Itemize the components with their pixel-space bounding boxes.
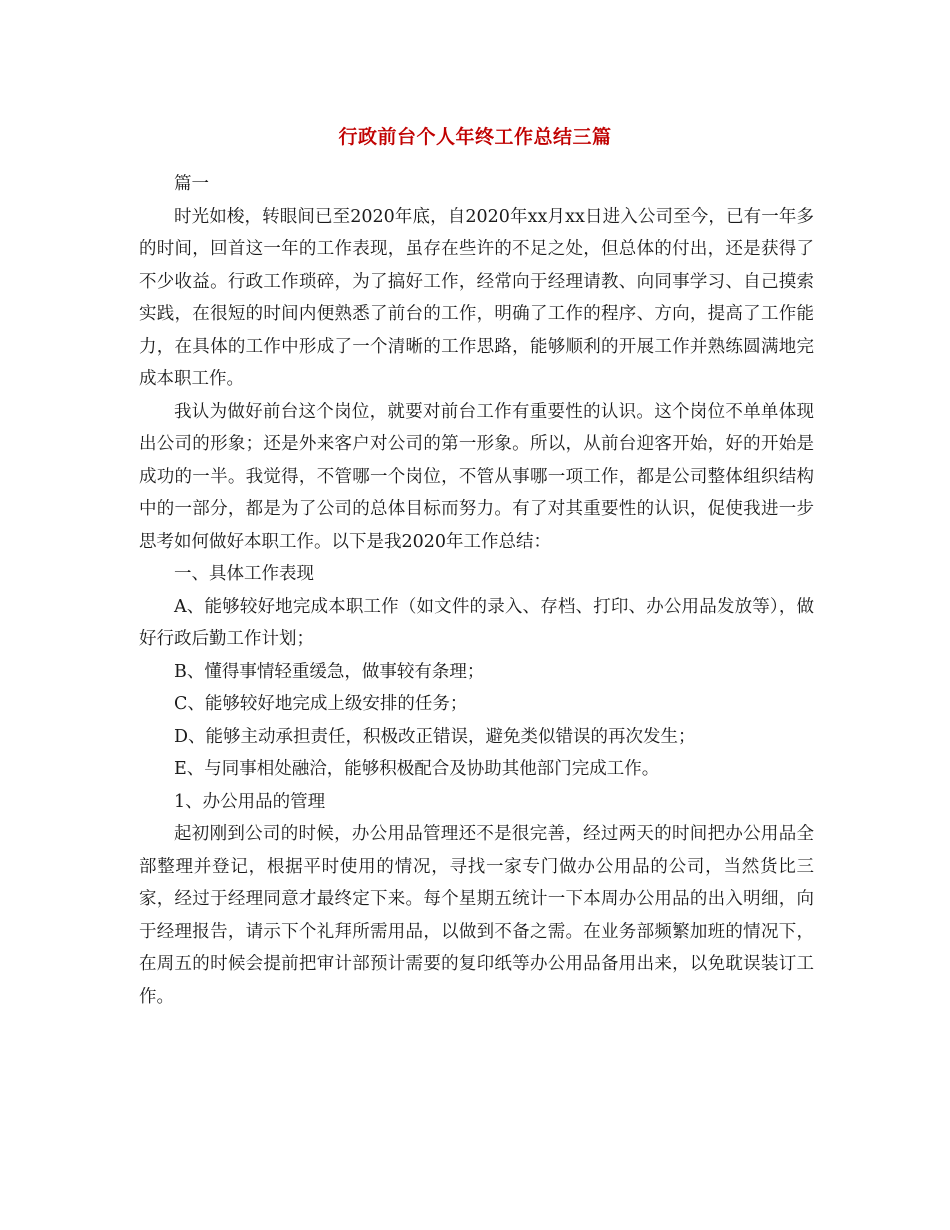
list-item-e: E、与同事相处融洽，能够积极配合及协助其他部门完成工作。 xyxy=(174,759,660,779)
list-item-b: B、懂得事情轻重缓急，做事较有条理； xyxy=(174,661,485,682)
section-heading-part-one: 篇一 xyxy=(174,174,209,194)
section-heading-work-performance: 一、具体工作表现 xyxy=(174,564,314,584)
document-title: 行政前台个人年终工作总结三篇 xyxy=(338,126,612,148)
document-body xyxy=(139,168,814,1013)
paragraph-front-desk-role: 我认为做好前台这个岗位，就要对前台工作有重要性的认识。这个岗位不单单体现出公司的形象；还是外来客户对公司的第一形象。所以，从前台迎客开始，好的开始是成功的一半。我觉得，不管哪一个岗位，不管从事哪一项工作，都是公司整体组织结构中的一部分，都是为了公司的总体目标而努力。有了对其重要性的认识，促使我进一步思考如何做好本职工作。以下是我2020年工作总结： xyxy=(139,401,814,552)
list-item-a: A、能够较好地完成本职工作（如文件的录入、存档、打印、办公用品发放等），做好行政后勤工作计划； xyxy=(139,596,814,649)
paragraph-office-supplies: 起初刚到公司的时候，办公用品管理还不是很完善，经过两天的时间把办公用品全部整理并登记，根据平时使用的情况，寻找一家专门做办公用品的公司，当然货比三家，经过于经理同意才最终定下来。每个星期五统计一下本周办公用品的出入明细，向于经理报告，请示下个礼拜所需用品，以做到不备之需。在业务部频繁加班的情况下，在周五的时候会提前把审计部预计需要的复印纸等办公用品备用出来，以免耽误装订工作。 xyxy=(139,824,814,1007)
list-item-c: C、能够较好地完成上级安排的任务； xyxy=(174,694,468,714)
subsection-heading-office-supplies: 1、办公用品的管理 xyxy=(174,791,326,812)
list-item-d: D、能够主动承担责任，积极改正错误，避免类似错误的再次发生； xyxy=(174,726,696,747)
paragraph-intro: 时光如梭，转眼间已至2020年底，自2020年xx月xx日进入公司至今，已有一年多的时间，回首这一年的工作表现，虽存在些许的不足之处，但总体的付出，还是获得了不少收益。行政工作琐碎，为了搞好工作，经常向于经理请教、向同事学习、自己摸索实践，在很短的时间内便熟悉了前台的工作，明确了工作的程序、方向，提高了工作能力，在具体的工作中形成了一个清晰的工作思路，能够顺利的开展工作并熟练圆满地完成本职工作。 xyxy=(139,206,814,389)
